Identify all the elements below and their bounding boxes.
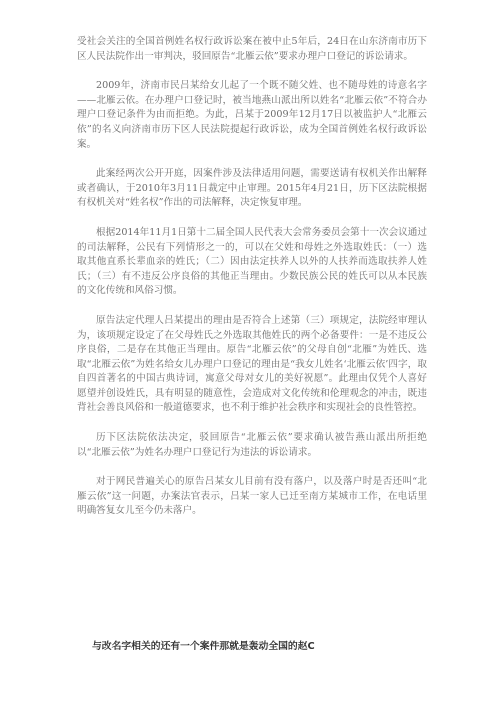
paragraph-background: 2009年，济南市民吕某给女儿起了一个既不随父姓、也不随母姓的诗意名字——北雁云依。在办理户口登记时，被当地燕山派出所以姓名“北雁云依”不符合办理户口登记条件为由而拒绝。为此，吕某于2009年12月17日以被监护人“北雁云依”的名义向济南市历下区人民法院提起行政诉讼，成为全国首例姓名权行政诉讼案。 [77,80,427,150]
paragraph-court-reasoning: 原告法定代理人吕某提出的理由是否符合上述第（三）项规定，法院经审理认为，该项规定设定了在父母姓氏之外选取其他姓氏的两个必备要件：一是不违反公序良俗，二是存在其他正当理由。原告“北雁云依”的父母自创“北雁”为姓氏、选取“北雁云依”为姓名给女儿办理户口登记的理由是“我女儿姓名‘北雁云依’四字，取自四首著名的中国古典诗词，寓意父母对女儿的美好祝愿”。此理由仅凭个人喜好愿望并创设姓氏，具有明显的随意性，会造成对文化传统和伦理观念的冲击，既违背社会善良风俗和一般道德要求，也不利于维护社会秩序和实现社会的良性管控。 [77,314,427,414]
article-body [77,35,427,534]
paragraph-legal-interpretation: 根据2014年11月1日第十二届全国人民代表大会常务委员会第十一次会议通过的司法解释，公民有下列情形之一的，可以在父姓和母姓之外选取姓氏：（一）选取其他直系长辈血亲的姓氏；（二）因由法定扶养人以外的人扶养而选取扶养人姓氏；（三）有不违反公序良俗的其他正当理由。少数民族公民的姓氏可以从本民族的文化传统和风俗习惯。 [77,226,427,297]
section-heading: 与改名字相关的还有一个案件那就是轰动全国的赵C [92,641,315,652]
paragraph-suspension: 此案经两次公开开庭，因案件涉及法律适用问题，需要送请有权机关作出解释或者确认，于2010年3月11日裁定中止审理。2015年4月21日，历下区法院根据有权机关对“姓名权”作出的司法解释，决定恢复审理。 [77,168,427,209]
paragraph-followup: 对于网民普遍关心的原告吕某女儿目前有没有落户，以及落户时是否还叫“北雁云依”这一问题，办案法官表示，吕某一家人已迁至南方某城市工作，在电话里明确答复女儿至今仍未落户。 [77,476,427,517]
paragraph-judgment: 历下区法院依法决定，驳回原告“北雁云依”要求确认被告燕山派出所拒绝以“北雁云依”为姓名办理户口登记行为违法的诉讼请求。 [77,432,427,458]
paragraph-intro: 受社会关注的全国首例姓名权行政诉讼案在被中止5年后，24日在山东济南市历下区人民法院作出一审判决，驳回原告“北雁云依”要求办理户口登记的诉讼请求。 [77,36,427,62]
